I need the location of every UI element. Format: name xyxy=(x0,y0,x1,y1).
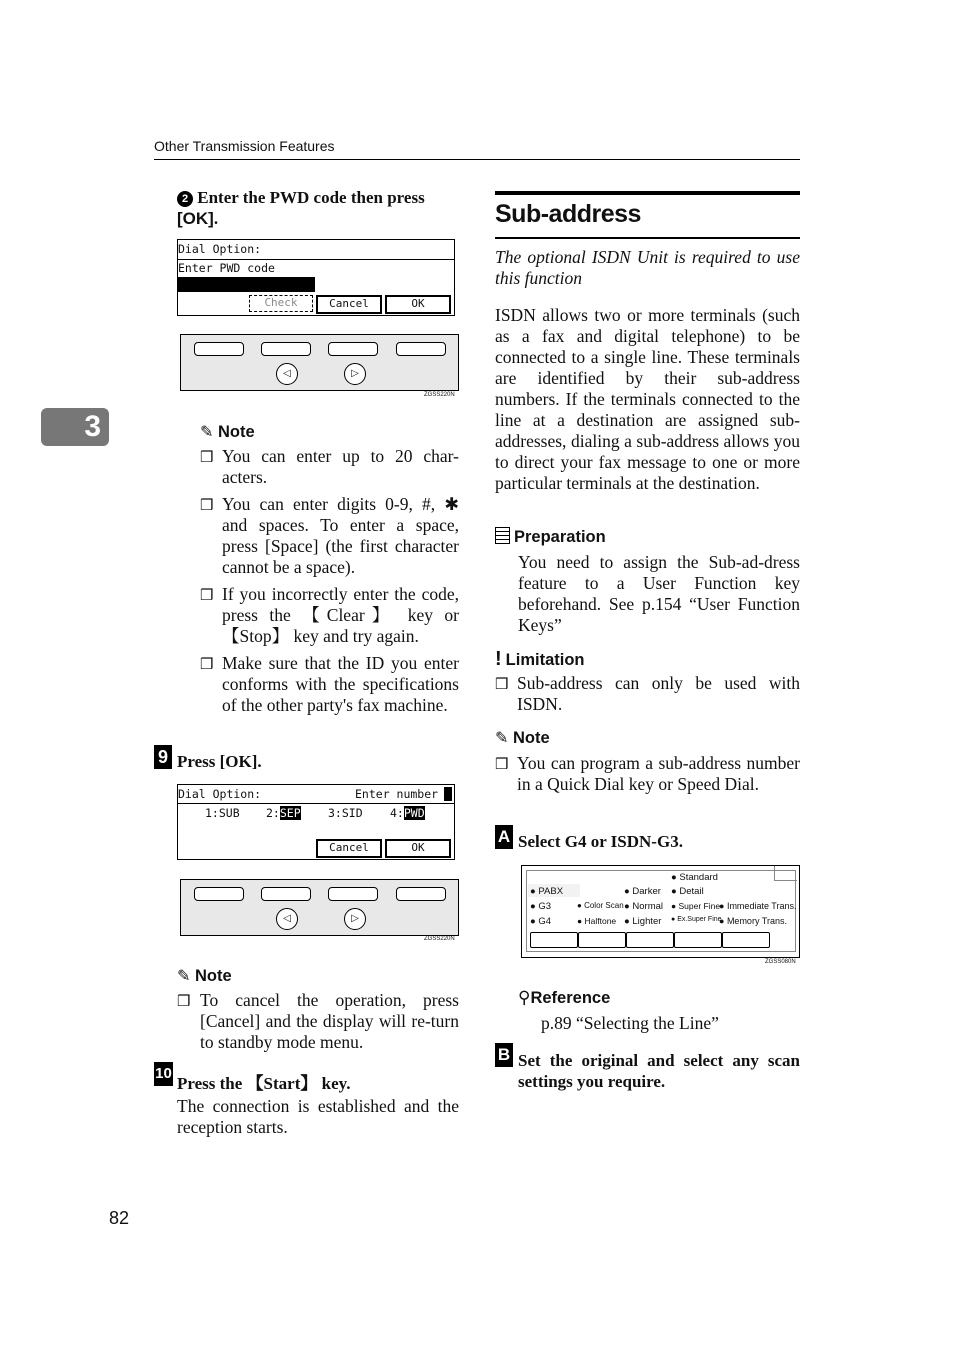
clipboard-icon xyxy=(495,527,510,544)
step-b-tail: . xyxy=(213,209,219,228)
checkbox-icon: ❒ xyxy=(200,657,214,673)
lcd-divider xyxy=(178,259,454,260)
note1-item-3: If you incorrectly enter the code, press the 【Clear】 key or 【Stop】 key and try again. xyxy=(222,584,459,646)
ok-key-label: [OK] xyxy=(177,209,214,228)
lcd-prompt: Enter number xyxy=(355,787,439,801)
panel-key-2[interactable] xyxy=(261,342,311,356)
right-arrow-icon[interactable]: ▷ xyxy=(344,908,366,930)
option-memory-trans[interactable]: ● Memory Trans. xyxy=(719,916,787,926)
note-title: Note xyxy=(218,423,255,441)
step-letter-a: A xyxy=(495,825,513,849)
page-number: 82 xyxy=(109,1208,130,1228)
step10-desc: The connection is established and the reception starts. xyxy=(177,1096,459,1137)
step-b xyxy=(177,187,459,229)
option-immediate-trans[interactable]: ● Immediate Trans. xyxy=(719,901,797,911)
lcd-cursor xyxy=(444,787,452,801)
step9-text: Press [OK]. xyxy=(177,752,262,771)
note2-item: To cancel the operation, press [Cancel] and the display will re-turn to standby mode menu. xyxy=(200,990,459,1052)
check-button[interactable]: Check xyxy=(249,295,313,312)
limitation-heading xyxy=(495,648,585,671)
option-super-fine[interactable]: ● Super Fine xyxy=(671,901,721,911)
step-a-text: Select G4 or ISDN-G3. xyxy=(518,832,683,851)
selection-key-3[interactable] xyxy=(626,932,674,948)
cancel-button[interactable]: Cancel xyxy=(316,839,382,858)
limitation-item: Sub-address can only be used with ISDN. xyxy=(517,673,800,714)
checkbox-icon: ❒ xyxy=(200,588,214,604)
option-detail[interactable]: ● Detail xyxy=(671,886,704,897)
option-pwd-num: 4: xyxy=(390,806,404,820)
lcd-line-2: Enter PWD code xyxy=(178,261,275,275)
note-heading-2 xyxy=(177,966,232,986)
section-title: Sub-address xyxy=(495,200,641,228)
control-panel-2 xyxy=(180,879,459,936)
lcd-line-1: Dial Option: xyxy=(178,242,262,256)
lcd-line-1: Dial Option: xyxy=(178,787,262,801)
chapter-tab: 3 xyxy=(41,408,109,446)
figure-code-2: ZGSS220N xyxy=(424,936,455,942)
option-color-scan[interactable]: ● Color Scan xyxy=(577,901,624,910)
lcd-divider xyxy=(178,803,454,804)
preparation-text: You need to assign the Sub-ad-dress feature to a User Function key beforehand. See p.154 “User Function Keys” xyxy=(518,552,800,635)
pencil-icon: ✎ xyxy=(200,424,214,441)
option-ex-super-fine[interactable]: ● Ex.Super Fine xyxy=(671,916,722,923)
preparation-heading xyxy=(495,527,606,547)
section-top-rule xyxy=(495,191,800,195)
preparation-title: Preparation xyxy=(514,528,606,546)
option-lighter[interactable]: ● Lighter xyxy=(624,916,662,927)
option-standard[interactable]: ● Standard xyxy=(671,872,718,883)
lcd-input-bar xyxy=(178,277,315,292)
step-b-right-text: Set the original and select any scan settings you require. xyxy=(518,1051,800,1091)
option-sep-num: 2: xyxy=(266,806,280,820)
intro-paragraph: ISDN allows two or more terminals (such as a fax and digital telephone) to be connected to a single line. These terminals are identified by their sub-address numbers. If the terminals connected to the line at a destination are assigned sub-addresses, dialing a sub-address allows you to direct your fax message to one or more particular terminals at the destination. xyxy=(495,305,800,493)
note-heading-1 xyxy=(200,422,255,442)
figure-code-3: ZGSS080N xyxy=(765,959,796,965)
limitation-title: Limitation xyxy=(505,651,585,669)
ok-button[interactable]: OK xyxy=(385,839,451,858)
left-arrow-icon[interactable]: ◁ xyxy=(276,363,298,385)
selection-key-1[interactable] xyxy=(530,932,578,948)
step-number-10: 10 xyxy=(154,1062,173,1086)
note1-item-2: You can enter digits 0-9, #, ✱ and spaces. To enter a space, press [Space] (the first character cannot be a space). xyxy=(222,494,459,577)
panel-key-4[interactable] xyxy=(396,342,446,356)
option-darker[interactable]: ● Darker xyxy=(624,886,661,897)
option-normal[interactable]: ● Normal xyxy=(624,901,664,912)
step-circle-marker: 2 xyxy=(177,191,193,207)
option-sub[interactable]: 1:SUB xyxy=(205,806,240,820)
ok-button[interactable]: OK xyxy=(385,295,451,314)
left-arrow-icon[interactable]: ◁ xyxy=(276,908,298,930)
option-sid[interactable]: 3:SID xyxy=(328,806,363,820)
header-rule xyxy=(154,159,800,160)
lcd-screen-dial-option xyxy=(177,784,455,860)
option-sep-label: SEP xyxy=(279,806,301,820)
running-head: Other Transmission Features xyxy=(154,138,335,154)
right-arrow-icon[interactable]: ▷ xyxy=(344,363,366,385)
option-pwd-label: PWD xyxy=(403,806,425,820)
option-g3[interactable]: ● G3 xyxy=(530,901,552,912)
reference-heading xyxy=(518,988,610,1008)
section-bottom-rule xyxy=(495,237,800,239)
panel-key-3[interactable] xyxy=(328,342,378,356)
option-pabx[interactable]: ● PABX xyxy=(530,886,564,897)
option-pwd[interactable] xyxy=(390,806,425,820)
pencil-icon: ✎ xyxy=(177,968,191,985)
option-halftone[interactable]: ● Halftone xyxy=(577,916,617,926)
reference-text: p.89 “Selecting the Line” xyxy=(541,1013,719,1033)
checkbox-icon: ❒ xyxy=(200,450,214,466)
step-letter-b: B xyxy=(495,1043,513,1067)
magnifier-icon: ⚲ xyxy=(518,988,531,1007)
note3-item: You can program a sub-address number in a Quick Dial key or Speed Dial. xyxy=(517,753,800,794)
note-heading-3 xyxy=(495,728,550,748)
selection-key-4[interactable] xyxy=(674,932,722,948)
pencil-icon: ✎ xyxy=(495,730,509,747)
lcd-screen-pwd xyxy=(177,239,455,316)
selection-key-5[interactable] xyxy=(722,932,770,948)
panel-key-1[interactable] xyxy=(194,887,244,901)
checkbox-icon: ❒ xyxy=(495,677,509,693)
lcd-screen-line-select xyxy=(521,865,800,958)
panel-key-3[interactable] xyxy=(328,887,378,901)
step10-text: Press the 【Start】 key. xyxy=(177,1074,351,1093)
exclamation-icon: ! xyxy=(495,648,502,670)
checkbox-icon: ❒ xyxy=(177,994,191,1010)
cancel-button[interactable]: Cancel xyxy=(316,295,382,314)
note1-item-1: You can enter up to 20 char-acters. xyxy=(222,446,459,487)
selection-key-2[interactable] xyxy=(578,932,626,948)
panel-key-2[interactable] xyxy=(261,887,311,901)
reference-title: Reference xyxy=(530,989,611,1007)
control-panel-1 xyxy=(180,334,459,391)
checkbox-icon: ❒ xyxy=(200,498,214,514)
figure-code-1: ZGSS220N xyxy=(424,392,455,398)
note1-item-4: Make sure that the ID you enter conforms with the specifications of the other party's fax machine. xyxy=(222,653,459,715)
option-g4[interactable]: ● G4 xyxy=(530,916,552,927)
note-title: Note xyxy=(195,967,232,985)
panel-key-4[interactable] xyxy=(396,887,446,901)
panel-key-1[interactable] xyxy=(194,342,244,356)
step-b-text: Enter the PWD code then press xyxy=(197,188,425,207)
note-title: Note xyxy=(513,729,550,747)
option-sep[interactable] xyxy=(266,806,301,820)
checkbox-icon: ❒ xyxy=(495,757,509,773)
step-number-9: 9 xyxy=(154,745,172,769)
corner-tab xyxy=(774,866,797,881)
lead-text: The optional ISDN Unit is required to use this function xyxy=(495,247,800,288)
